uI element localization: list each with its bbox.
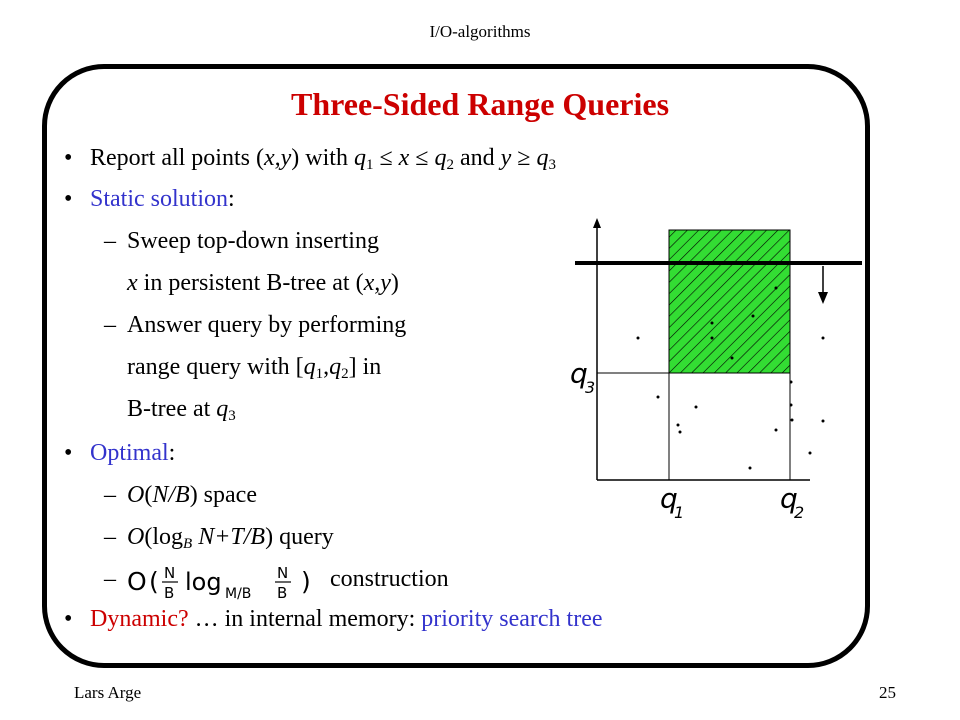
- text-part: range query with [: [127, 354, 304, 380]
- text-part: 2: [341, 366, 349, 382]
- formula-frac2-den: B: [277, 584, 288, 602]
- point: [657, 396, 660, 399]
- text-part: x: [398, 145, 410, 171]
- dash-marker: –: [104, 228, 116, 254]
- text-part: (log: [144, 524, 184, 550]
- point: [791, 419, 794, 422]
- slide-title: Three-Sided Range Queries: [290, 86, 670, 122]
- formula-frac2-num: N: [277, 564, 289, 582]
- static-solution-label: Static solution: [90, 186, 228, 212]
- bullet-3-marker: •: [64, 440, 73, 466]
- footer-author: Lars Arge: [74, 683, 142, 702]
- sub-item-sweep: Sweep top-down inserting: [127, 228, 379, 254]
- sub-item-answer-cont2: [127, 396, 236, 423]
- point: [809, 452, 812, 455]
- point: [711, 337, 714, 340]
- point: [677, 424, 680, 427]
- text-part: O: [127, 482, 145, 508]
- text-part: N+T/B: [198, 524, 266, 550]
- text-part: q: [536, 145, 549, 171]
- text-part: O: [127, 524, 145, 550]
- text-part: q: [303, 354, 316, 380]
- q1-label: q: [660, 482, 678, 515]
- text-part: x: [127, 270, 138, 296]
- text-part: x,y: [263, 145, 292, 171]
- text-part: :: [168, 440, 176, 466]
- q3-label: q: [570, 357, 588, 390]
- text-part: ≤: [409, 145, 435, 171]
- text-part: y: [500, 145, 512, 171]
- bullet-1-marker: •: [64, 145, 73, 171]
- text-part: N/B: [152, 482, 190, 508]
- point: [775, 287, 778, 290]
- point: [711, 322, 714, 325]
- query-region: [669, 230, 790, 373]
- priority-search-tree-label: priority search tree: [421, 606, 603, 632]
- dash-marker: –: [104, 524, 116, 550]
- sub-item-sweep-cont: [127, 270, 399, 297]
- point: [790, 381, 793, 384]
- construction-formula: [125, 558, 325, 608]
- text-part: ≥: [511, 145, 537, 171]
- sub-item-answer: Answer query by performing: [127, 312, 407, 338]
- text-part: ) query: [265, 524, 334, 550]
- dash-marker: –: [104, 312, 116, 338]
- bullet-report-points: [90, 145, 556, 172]
- point: [775, 429, 778, 432]
- text-part: x,y: [363, 270, 391, 296]
- formula-log: log: [185, 568, 222, 596]
- bullet-dynamic: [90, 606, 603, 633]
- text-part: (: [144, 482, 153, 508]
- q3-label-sub: 3: [585, 378, 596, 397]
- sub-item-answer-cont: [127, 354, 381, 381]
- text-part: q: [329, 354, 342, 380]
- formula-o: O: [127, 567, 147, 596]
- point: [731, 357, 734, 360]
- bullet-2-marker: •: [64, 186, 73, 212]
- point: [822, 337, 825, 340]
- sub-item-space: [127, 482, 257, 509]
- text-part: q: [353, 145, 366, 171]
- bullet-static-solution: [90, 186, 235, 213]
- text-part: ] in: [348, 354, 382, 380]
- point: [752, 315, 755, 318]
- sweep-arrow-icon: [818, 292, 828, 304]
- formula-frac1-den: B: [164, 584, 175, 602]
- text-part: … in internal memory:: [194, 606, 422, 632]
- point: [743, 261, 747, 265]
- dynamic-label: Dynamic?: [90, 606, 195, 632]
- q1-label-sub: 1: [674, 503, 685, 522]
- text-part: B: [183, 536, 193, 552]
- text-part: B-tree at: [127, 396, 217, 422]
- text-part: ) space: [189, 482, 257, 508]
- dash-marker: –: [104, 482, 116, 508]
- text-part: ) with: [291, 145, 354, 171]
- bullet-optimal: [90, 440, 175, 467]
- sub-item-construction: construction: [330, 566, 449, 592]
- text-part: ,: [323, 354, 330, 380]
- formula-base: M/B: [225, 586, 252, 602]
- formula-paren-close: ): [301, 567, 311, 596]
- text-part: ): [390, 270, 399, 296]
- q2-label-sub: 2: [794, 503, 805, 522]
- dash-marker: –: [104, 566, 116, 592]
- text-part: ≤: [373, 145, 399, 171]
- text-part: Report all points (: [90, 145, 264, 171]
- text-part: in persistent B-tree at (: [137, 270, 364, 296]
- text-part: 3: [228, 408, 236, 424]
- point: [637, 337, 640, 340]
- y-axis-arrow-icon: [593, 218, 601, 228]
- text-part: 3: [548, 157, 556, 173]
- header-title: I/O-algorithms: [429, 22, 531, 41]
- point: [679, 431, 682, 434]
- point: [822, 420, 825, 423]
- range-query-figure: [560, 210, 870, 530]
- point: [790, 404, 793, 407]
- footer-page-number: 25: [879, 683, 896, 702]
- optimal-label: Optimal: [90, 440, 169, 466]
- text-part: 1: [315, 366, 324, 382]
- point: [695, 406, 698, 409]
- text-part: q: [434, 145, 447, 171]
- text-part: and: [453, 145, 501, 171]
- point: [640, 261, 644, 265]
- text-part: q: [216, 396, 229, 422]
- point: [749, 467, 752, 470]
- q2-label: q: [780, 482, 798, 515]
- formula-frac1-num: N: [164, 564, 176, 582]
- bullet-4-marker: •: [64, 606, 73, 632]
- formula-paren-open: (: [149, 567, 159, 596]
- sub-item-query: [127, 524, 334, 551]
- text-part: :: [228, 186, 235, 212]
- text-part: 2: [446, 157, 454, 173]
- text-part: 1: [365, 157, 374, 173]
